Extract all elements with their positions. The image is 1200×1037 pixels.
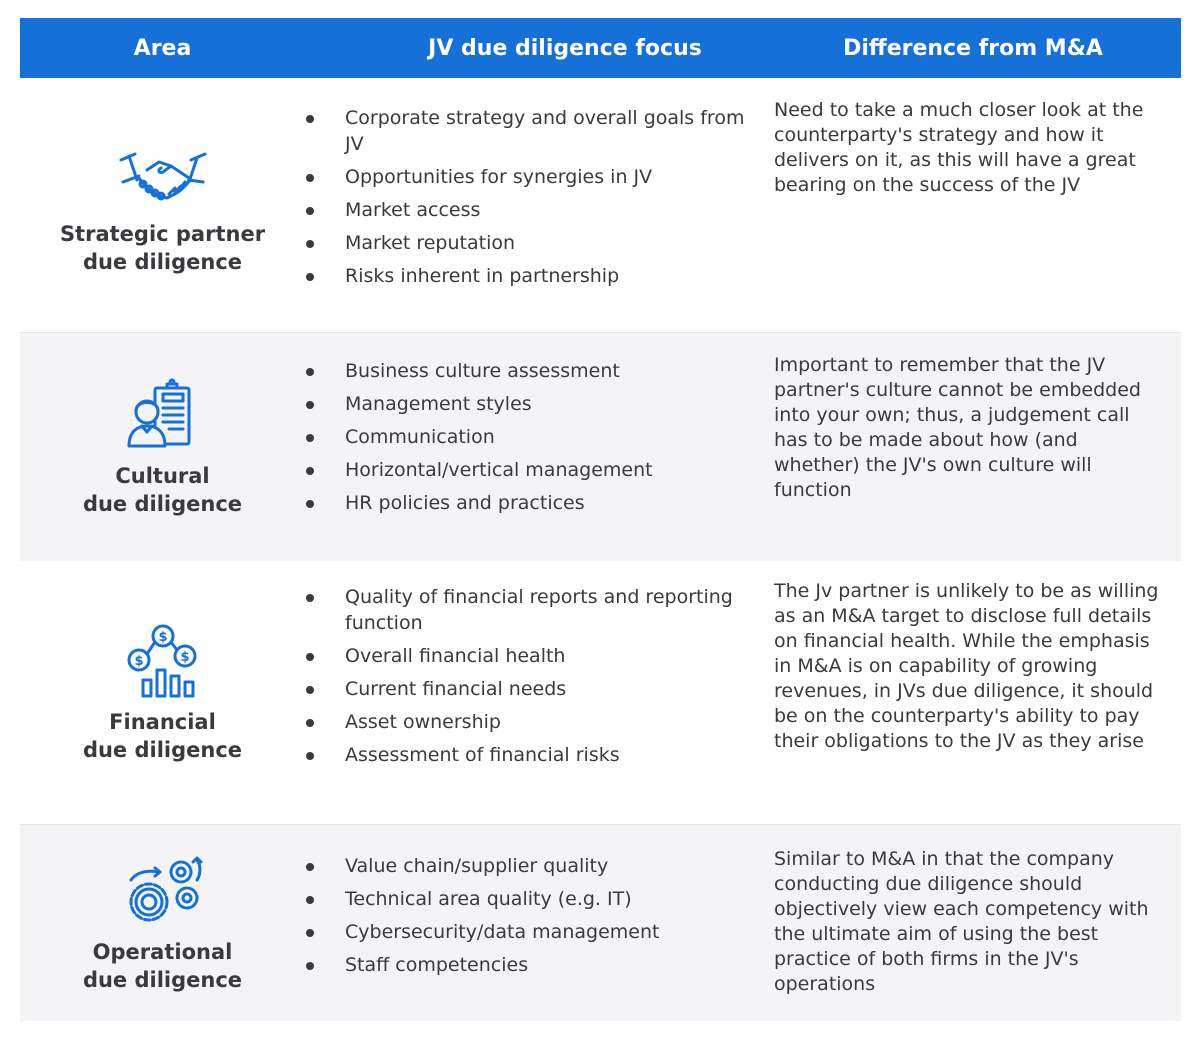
area-label-line2: due diligence xyxy=(82,968,243,992)
area-label: Cultural xyxy=(115,464,210,488)
focus-item: Value chain/supplier quality xyxy=(305,853,765,879)
focus-item: Staff competencies xyxy=(305,952,765,978)
header-difference: Difference from M&A xyxy=(843,35,1103,61)
table-row-cultural xyxy=(20,332,1181,561)
header-area: Area xyxy=(133,35,192,61)
focus-item: Current financial needs xyxy=(305,676,765,702)
gears-icon xyxy=(117,852,209,932)
area-cell xyxy=(20,78,305,332)
table-header xyxy=(20,18,1181,78)
focus-item: Opportunities for synergies in JV xyxy=(305,164,765,190)
person-clipboard-icon xyxy=(117,376,209,456)
focus-item: Risks inherent in partnership xyxy=(305,263,765,289)
area-label: Financial xyxy=(109,709,216,734)
focus-item: HR policies and practices xyxy=(305,490,765,516)
svg-text:$: $ xyxy=(157,629,168,645)
focus-item: Market access xyxy=(305,197,765,223)
difference-cell: Need to take a much closer look at the counterparty's strategy and how it delivers on it, as this will have a great bearing on the success of the JV xyxy=(774,99,1144,196)
focus-item: Business culture assessment xyxy=(305,358,765,384)
focus-item: Market reputation xyxy=(305,230,765,256)
focus-cell xyxy=(305,78,765,332)
focus-item: Corporate strategy and overall goals from JV xyxy=(305,105,765,157)
focus-cell xyxy=(305,825,765,1021)
focus-cell xyxy=(305,561,765,824)
focus-item: Horizontal/vertical management xyxy=(305,457,765,483)
focus-list xyxy=(305,577,765,775)
area-cell xyxy=(20,825,305,1021)
area-label-line2: due diligence xyxy=(82,737,243,762)
focus-list xyxy=(305,98,765,296)
focus-item: Cybersecurity/data management xyxy=(305,919,765,945)
focus-item: Quality of financial reports and reporting function xyxy=(305,584,765,636)
focus-item: Overall financial health xyxy=(305,643,765,669)
difference-cell: The Jv partner is unlikely to be as willing as an M&A target to disclose full details on financial health. While the emphasis in M&A is on capability of growing revenues, in JVs due diligence, it should be on the counterparty's ability to pay their obligations to the JV as they arise xyxy=(774,580,1159,752)
header-focus: JV due diligence focus xyxy=(428,35,702,61)
table-row-financial xyxy=(20,561,1181,824)
focus-item: Communication xyxy=(305,424,765,450)
area-cell xyxy=(20,333,305,561)
finance-chart-icon xyxy=(117,622,209,702)
focus-list xyxy=(305,846,765,985)
area-label-line2: due diligence xyxy=(82,250,243,274)
handshake-icon xyxy=(117,134,209,214)
focus-list xyxy=(305,351,765,523)
due-diligence-table xyxy=(20,18,1181,1021)
table-row-strategic xyxy=(20,78,1181,332)
focus-item: Management styles xyxy=(305,391,765,417)
svg-text:$: $ xyxy=(133,653,144,669)
focus-item: Assessment of financial risks xyxy=(305,742,765,768)
area-label-line2: due diligence xyxy=(82,492,243,516)
area-label: Strategic partner xyxy=(59,222,266,246)
area-cell xyxy=(20,561,305,824)
focus-item: Technical area quality (e.g. IT) xyxy=(305,886,765,912)
focus-cell xyxy=(305,333,765,561)
difference-cell: Similar to M&A in that the company conducting due diligence should objectively view each competency with the ultimate aim of using the best practice of both firms in the JV's operations xyxy=(774,848,1149,995)
area-label: Operational xyxy=(92,940,233,964)
table-row-operational xyxy=(20,824,1181,1021)
svg-text:$: $ xyxy=(179,649,190,665)
difference-cell: Important to remember that the JV partner's culture cannot be embedded into your own; thus, a judgement call has to be made about how (and whether) the JV's own culture will function xyxy=(774,354,1141,501)
focus-item: Asset ownership xyxy=(305,709,765,735)
